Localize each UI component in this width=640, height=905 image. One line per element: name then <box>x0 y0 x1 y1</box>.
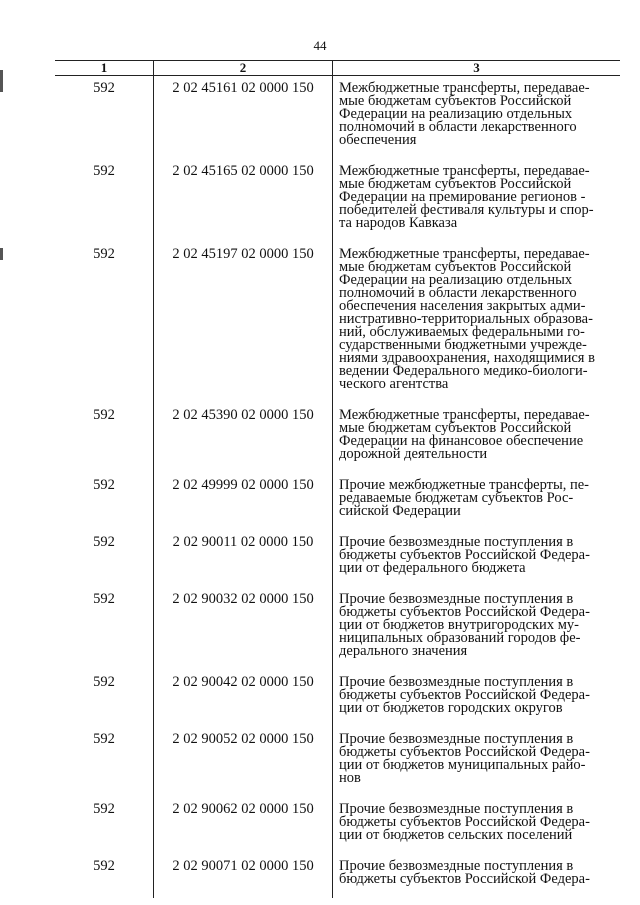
budget-code-cell: 2 02 45161 02 0000 150 <box>154 76 333 160</box>
admin-code-cell: 592 <box>93 534 115 550</box>
budget-code-cell: 2 02 45390 02 0000 150 <box>154 403 333 473</box>
description-cell: Прочие безвозмездные поступления в бюджеты субъектов Российской Федера- ции от бюджетов внутригородских му- ниципальных образований городов фе- дерального значения <box>333 587 621 670</box>
budget-code-cell: 2 02 90052 02 0000 150 <box>154 727 333 797</box>
admin-code-cell: 592 <box>93 591 115 607</box>
budget-code-cell: 2 02 49999 02 0000 150 <box>154 473 333 530</box>
admin-code-cell: 592 <box>93 477 115 493</box>
description-cell: Прочие безвозмездные поступления в бюджеты субъектов Российской Федера- <box>333 854 621 898</box>
admin-code-cell: 592 <box>93 163 115 179</box>
budget-code-cell: 2 02 45165 02 0000 150 <box>154 159 333 242</box>
table-row <box>55 473 620 530</box>
description-cell: Прочие безвозмездные поступления в бюджеты субъектов Российской Федера- ции от бюджетов муниципальных райо- нов <box>333 727 621 797</box>
admin-code-cell: 592 <box>93 674 115 690</box>
scan-margin-mark <box>0 70 3 92</box>
admin-code-cell: 592 <box>93 80 115 96</box>
description-cell: Прочие безвозмездные поступления в бюджеты субъектов Российской Федера- ции от федерального бюджета <box>333 530 621 587</box>
table-row <box>55 403 620 473</box>
page-number: 44 <box>313 38 327 53</box>
table-row <box>55 242 620 403</box>
budget-code-cell: 2 02 90011 02 0000 150 <box>154 530 333 587</box>
description-cell: Межбюджетные трансферты, передавае- мые бюджетам субъектов Российской Федерации на премирование регионов - победителей фестиваля культуры и спор- та народов Кавказа <box>333 159 621 242</box>
description-cell: Межбюджетные трансферты, передавае- мые бюджетам субъектов Российской Федерации на реализацию отдельных полномочий в области лекарственного обеспечения населения закрытых адми- нистративно-территориальных образова- ний, обслуживаемых федеральными го- сударственными бюджетными учрежде- ниями здравоохранения, находящимися в ведении Федерального медико-биологи- ческого агентства <box>333 242 621 403</box>
description-cell: Прочие безвозмездные поступления в бюджеты субъектов Российской Федера- ции от бюджетов городских округов <box>333 670 621 727</box>
budget-code-cell: 2 02 90032 02 0000 150 <box>154 587 333 670</box>
description-cell: Прочие безвозмездные поступления в бюджеты субъектов Российской Федера- ции от бюджетов сельских поселений <box>333 797 621 854</box>
budget-code-cell: 2 02 90071 02 0000 150 <box>154 854 333 898</box>
table-row <box>55 797 620 854</box>
table-row <box>55 530 620 587</box>
admin-code-cell: 592 <box>93 858 115 874</box>
budget-code-cell: 2 02 45197 02 0000 150 <box>154 242 333 403</box>
table-row <box>55 727 620 797</box>
budget-code-cell: 2 02 90042 02 0000 150 <box>154 670 333 727</box>
description-cell: Межбюджетные трансферты, передавае- мые бюджетам субъектов Российской Федерации на реализацию отдельных полномочий в области лекарственного обеспечения <box>333 76 621 160</box>
table-row <box>55 587 620 670</box>
table-header-row <box>55 61 620 76</box>
scan-margin-mark <box>0 248 3 260</box>
column-header-2: 2 <box>154 61 333 76</box>
table-row <box>55 76 620 160</box>
column-header-3: 3 <box>333 61 621 76</box>
table-row <box>55 159 620 242</box>
description-cell: Межбюджетные трансферты, передавае- мые бюджетам субъектов Российской Федерации на финансовое обеспечение дорожной деятельности <box>333 403 621 473</box>
budget-code-cell: 2 02 90062 02 0000 150 <box>154 797 333 854</box>
admin-code-cell: 592 <box>93 801 115 817</box>
description-cell: Прочие межбюджетные трансферты, пе- редаваемые бюджетам субъектов Рос- сийской Федерации <box>333 473 621 530</box>
column-header-1: 1 <box>55 61 154 76</box>
admin-code-cell: 592 <box>93 407 115 423</box>
table-row <box>55 670 620 727</box>
admin-code-cell: 592 <box>93 731 115 747</box>
table-row <box>55 854 620 898</box>
admin-code-cell: 592 <box>93 246 115 262</box>
revenue-codes-table <box>55 60 620 898</box>
